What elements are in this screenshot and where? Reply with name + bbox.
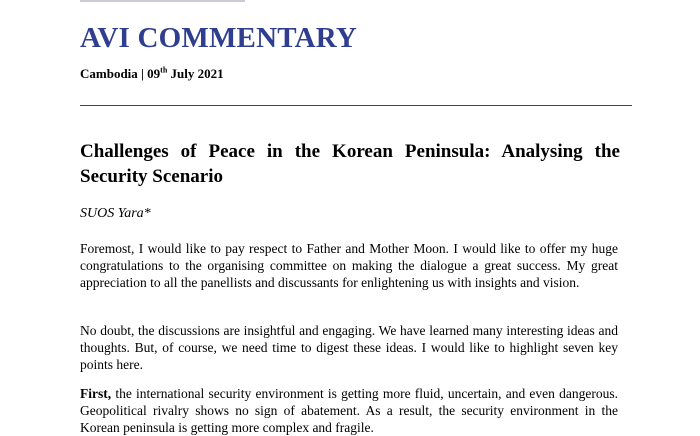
publication-title: AVI COMMENTARY (80, 22, 358, 54)
country-label: Cambodia (80, 66, 138, 81)
header-divider (80, 105, 632, 106)
date-month-year: July 2021 (167, 66, 224, 81)
dateline (80, 66, 224, 82)
paragraph-2: No doubt, the discussions are insightful and engaging. We have learned many interesting ideas and thoughts. But, of course, we need time to digest these ideas. I would like to highlight seven key points here. (80, 323, 618, 372)
point-one-text: the international security environment is getting more fluid, uncertain, and even dangerous. Geopolitical rivalry shows no sign of abatement. As a result, the security environment in the Korean peninsula is getting more complex and fragile. (80, 386, 618, 435)
point-one-lead: First, (80, 386, 112, 401)
top-rule (80, 0, 245, 2)
paragraph-1: Foremost, I would like to pay respect to Father and Mother Moon. I would like to offer my huge congratulations to the organising committee on making the dialogue a great success. My great appreciation to all the panellists and discussants for enlightening us with insights and vision. (80, 241, 618, 290)
paragraph-3 (80, 385, 618, 436)
dateline-separator: | (137, 66, 148, 81)
article-title: Challenges of Peace in the Korean Peninsula: Analysing the Security Scenario (80, 141, 620, 187)
article-author: SUOS Yara* (80, 206, 151, 221)
date-day: 09 (147, 66, 161, 81)
date-day-suffix: th (160, 65, 168, 75)
